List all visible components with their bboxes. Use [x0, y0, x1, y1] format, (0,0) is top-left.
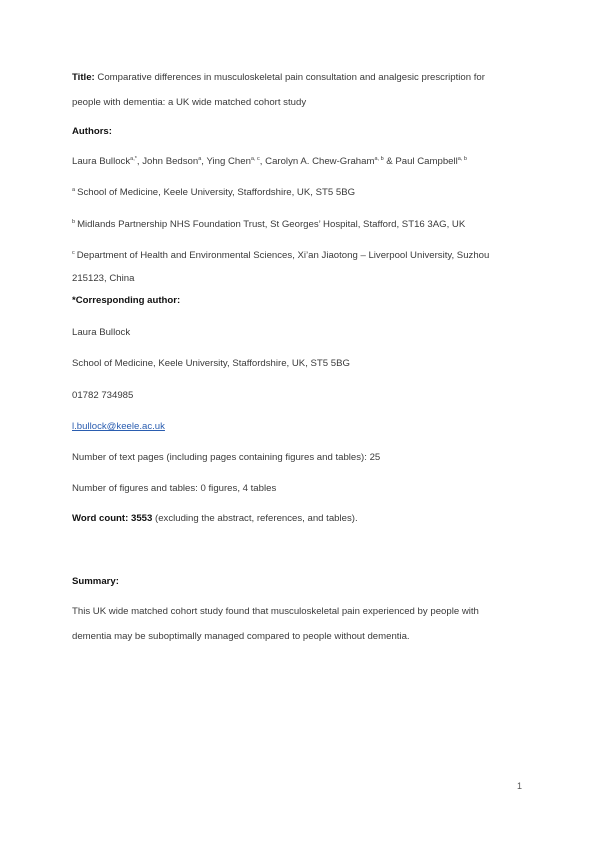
affiliation-text: School of Medicine, Keele University, Staffordshire, UK, ST5 5BG [77, 187, 356, 198]
affiliation-c-continued: 215123, China [72, 273, 135, 284]
author-separator: & [383, 156, 396, 167]
corresponding-email [72, 421, 165, 432]
summary-line-2: dementia may be suboptimally managed compared to people without dementia. [72, 631, 410, 642]
word-count-value: 3553 [130, 513, 153, 524]
title-line-1 [72, 72, 485, 83]
affiliation-marker: b [72, 219, 76, 225]
page-number: 1 [517, 781, 523, 791]
email-link[interactable]: l.bullock@keele.ac.uk [72, 421, 165, 432]
author-name: Paul Campbell [395, 156, 458, 167]
figures-tables-count: Number of figures and tables: 0 figures, 4 tables [72, 483, 277, 494]
affiliation-text: Midlands Partnership NHS Foundation Trust, St Georges’ Hospital, Stafford, ST16 3AG, UK [77, 219, 466, 230]
affiliation-c [72, 250, 489, 261]
corresponding-phone: 01782 734985 [72, 390, 134, 401]
author-name: Ying Chen [206, 156, 251, 167]
corresponding-name: Laura Bullock [72, 327, 131, 338]
author-separator: , [136, 156, 143, 167]
author-affiliation-marker: a,* [130, 156, 137, 162]
corresponding-heading: *Corresponding author: [72, 295, 181, 306]
author-separator: , [259, 156, 266, 167]
title-line-2: people with dementia: a UK wide matched cohort study [72, 97, 307, 108]
author-affiliation-marker: a [198, 156, 202, 162]
author-name: Laura Bullock [72, 156, 131, 167]
word-count-label: Word count: [72, 513, 129, 524]
affiliation-a [72, 187, 355, 198]
affiliation-marker: c [72, 250, 75, 256]
author-separator: , [201, 156, 207, 167]
affiliation-text: Department of Health and Environmental Sciences, Xi’an Jiaotong – Liverpool University, Suzhou [76, 250, 490, 261]
summary-line-1: This UK wide matched cohort study found that musculoskeletal pain experienced by people with [72, 606, 479, 617]
author-affiliation-marker: a, c [250, 156, 260, 162]
author-affiliation-marker: a, b [457, 156, 467, 162]
corresponding-address: School of Medicine, Keele University, Staffordshire, UK, ST5 5BG [72, 358, 350, 369]
title-label: Title: [72, 72, 95, 83]
author-name: Carolyn A. Chew-Graham [265, 156, 375, 167]
text-pages-count: Number of text pages (including pages containing figures and tables): 25 [72, 452, 381, 463]
author-name: John Bedson [142, 156, 199, 167]
word-count-note: (excluding the abstract, references, and tables). [155, 513, 358, 524]
author-affiliation-marker: a, b [374, 156, 384, 162]
summary-heading: Summary: [72, 576, 119, 587]
title-text-1: Comparative differences in musculoskeletal pain consultation and analgesic prescription for [97, 72, 485, 83]
word-count [72, 513, 358, 524]
affiliation-b [72, 219, 465, 230]
author-list [72, 156, 467, 167]
affiliation-marker: a [72, 187, 76, 193]
authors-heading: Authors: [72, 126, 112, 137]
